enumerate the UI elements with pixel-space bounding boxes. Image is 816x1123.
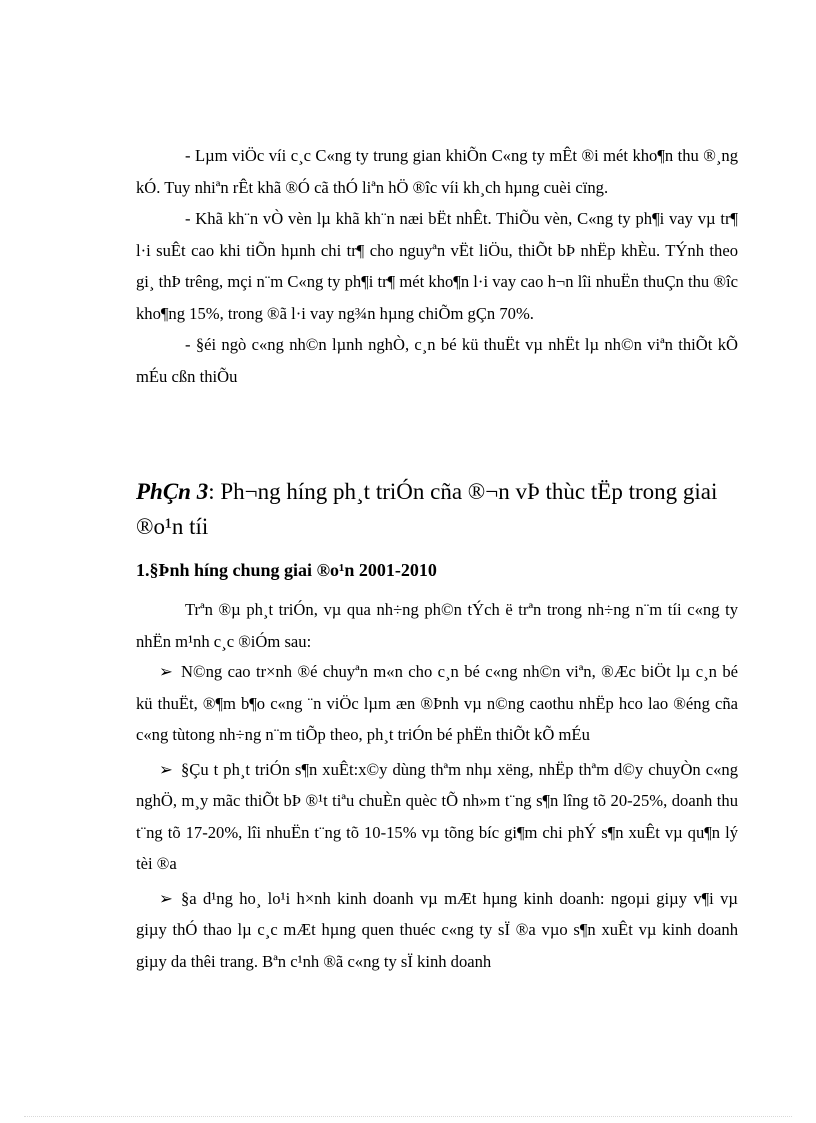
bullet-list <box>136 656 738 977</box>
page-bottom-rule <box>24 1116 792 1117</box>
list-item <box>136 883 738 978</box>
part3-lead: PhÇn 3 <box>136 479 209 504</box>
arrow-bullet-icon: ➢ <box>159 662 173 681</box>
arrow-bullet-icon: ➢ <box>159 759 173 779</box>
list-item <box>136 656 738 751</box>
paragraph-intermediary: - Lµm viÖc víi c¸c C«ng ty trung gian khiÕn C«ng ty mÊt ®i mét kho¶n thu ®¸ng kÓ. Tuy nhiªn rÊt khã ®Ó cã thÓ liªn hÖ ®îc víi kh¸ch hµng cuèi cïng. <box>136 146 738 197</box>
list-item-text: §Çu t ph¸t triÓn s¶n xuÊt:x©y dùng thªm nhµ xëng, nhËp thªm d©y chuyÒn c«ng nghÖ, m¸y mãc thiÕt bÞ ®¹t tiªu chuÈn quèc tÕ nh»m t¨ng s¶n lîng tõ 20-25%, doanh thu t¨ng tõ 17-20%, lîi nhuËn t¨ng tõ 10-15% vµ tõng bíc gi¶m chi phÝ s¶n xuÊt vµ qu¶n lý tèi ®a <box>136 759 738 873</box>
subsection-title: 1.§Þnh híng chung giai ®o¹n 2001-2010 <box>136 560 437 580</box>
list-item-text: §a d¹ng ho¸ lo¹i h×nh kinh doanh vµ mÆt hµng kinh doanh: ngoµi giµy v¶i vµ giµy thÓ thao lµ c¸c mÆt hµng quen thuéc c«ng ty sÏ ®a vµo s¶n xuÊt vµ kinh doanh giµy da thêi trang. Bªn c¹nh ®ã c«ng ty sÏ kinh doanh <box>136 888 738 971</box>
part3-heading <box>136 474 738 544</box>
subsection-intro: Trªn ®µ ph¸t triÓn, vµ qua nh÷ng ph©n tÝch ë trªn trong nh÷ng n¨m tíi c«ng ty nhËn m¹nh c¸c ®iÓm sau: <box>136 600 738 651</box>
paragraph-capital: - Khã kh¨n vÒ vèn lµ khã kh¨n næi bËt nhÊt. ThiÕu vèn, C«ng ty ph¶i vay vµ tr¶ l·i suÊt cao khi tiÕn hµnh chi tr¶ cho nguyªn vËt liÖu, thiÕt bÞ nhËp khÈu. TÝnh theo gi¸ thÞ trêng, mçi n¨m C«ng ty ph¶i tr¶ mét kho¶n l·i vay cao h¬n lîi nhuËn thuÇn thu ®îc kho¶ng 15%, trong ®ã l·i vay ng¾n hµng chiÕm gÇn 70%. <box>136 209 738 323</box>
list-item-text: N©ng cao tr×nh ®é chuyªn m«n cho c¸n bé c«ng nh©n viªn, ®Æc biÖt lµ c¸n bé kü thuËt, ®¶m b¶o c«ng ¨n viÖc lµm æn ®Þnh vµ n©ng caothu nhËp hco lao ®éng cña c«ng tùtong nh÷ng n¨m tiÕp theo, ph¸t triÓn bé phËn thiÕt kÕ mÉu <box>136 662 738 744</box>
list-item <box>136 754 738 880</box>
paragraph-staff: - §éi ngò c«ng nh©n lµnh nghÒ, c¸n bé kü thuËt vµ nhËt lµ nh©n viªn thiÕt kÕ mÉu cßn thiÕu <box>136 335 738 386</box>
part3-title: : Ph¬ng híng ph¸t triÓn cña ®¬n vÞ thùc tËp trong giai ®o¹n tíi <box>136 479 718 539</box>
arrow-bullet-icon: ➢ <box>159 888 173 908</box>
subsection-intro-block <box>136 594 738 657</box>
top-paragraphs <box>136 140 738 392</box>
